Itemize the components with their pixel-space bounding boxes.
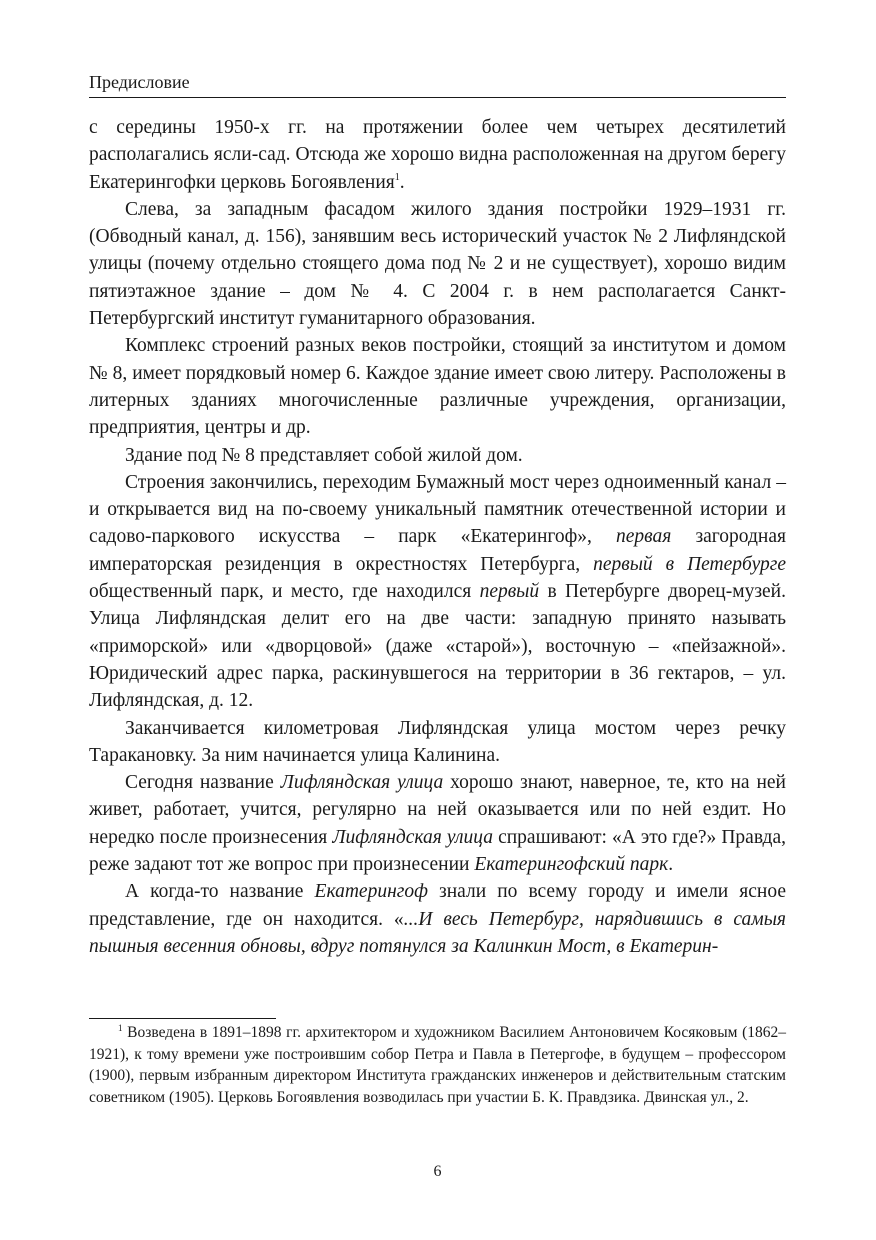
footnote-text: Возведена в 1891–1898 гг. архитектором и художником Василием Антоновичем Косяковым (1862–1921), к тому времени уже построившим собор Петра и Павла в Петергофе, в будущем – профессором (1900), первым избранным директором Института гражданских инженеров и действительным статским советником (1905). Церковь Богоявления возводилась при участии Б. К. Правдзика. Двинская ул., 2. xyxy=(89,1024,786,1106)
emphasis: Лифляндская улица xyxy=(332,826,494,848)
main-text xyxy=(89,114,786,960)
running-head-title: Предисловие xyxy=(89,72,190,92)
footnote-rule xyxy=(89,1018,276,1019)
footnote-ref[interactable]: 1 xyxy=(394,171,400,183)
footnote xyxy=(89,1022,786,1108)
emphasis: Екатерингофский парк xyxy=(474,854,669,876)
quotation: ...И весь Петербург, нарядившись в самыя пышныя весенния обновы, вдруг потянулся за Калинкин Мост, в Екатерин- xyxy=(89,908,786,957)
emphasis: первая xyxy=(616,526,672,548)
paragraph: Здание под № 8 представляет собой жилой дом. xyxy=(125,444,523,466)
header-rule xyxy=(89,97,786,98)
paragraph: Слева, за западным фасадом жилого здания постройки 1929–1931 гг. (Обводный канал, д. 156), занявшим весь исторический участок № 2 Лифляндской улицы (почему отдельно стоящего дома под № 2 и не существует), хорошо видим пятиэтажное здание – дом № 4. С 2004 г. в нем располагается Санкт-Петербургский институт гуманитарного образования. xyxy=(89,198,786,330)
emphasis: первый в Петербурге xyxy=(593,553,786,575)
emphasis: первый xyxy=(479,581,540,603)
emphasis: Лифляндская улица xyxy=(280,772,444,794)
paragraph: Заканчивается километровая Лифляндская улица мостом через речку Таракановку. За ним начинается улица Калинина. xyxy=(89,717,786,766)
paragraph: Строения закончились, переходим Бумажный мост через одноименный канал – и открывается вид на по-своему уникальный памятник отечественной истории и садово-паркового искусства – парк «Екатерингоф», первая загородная императорская резиденция в окрестностях Петербурга, первый в Петербурге общественный парк, и место, где находился первый в Петербурге дворец-музей. Улица Лифляндская делит его на две части: западную принято называть «приморской» или «дворцовой» (даже «старой»), восточную – «пейзажной». Юридический адрес парка, раскинувшегося на территории в 36 гектаров, – ул. Лифляндская, д. 12. xyxy=(89,471,786,712)
emphasis: Екатерингоф xyxy=(314,881,428,903)
footnote-mark: 1 xyxy=(118,1023,123,1033)
paragraph: Комплекс строений разных веков постройки, стоящий за институтом и домом № 8, имеет порядковый номер 6. Каждое здание имеет свою литеру. Расположены в литерных зданиях многочисленные различные учреждения, организации, предприятия, центры и др. xyxy=(89,335,786,439)
paragraph: Сегодня название Лифляндская улица хорошо знают, наверное, те, кто на ней живет, работает, учится, регулярно на ней оказывается или по ней ездит. Но нередко после произнесения Лифляндская улица спрашивают: «А это где?» Правда, реже задают тот же вопрос при произнесении Екатерингофский парк. xyxy=(89,772,786,876)
paragraph-continued: с середины 1950-х гг. на протяжении более чем четырех десятилетий располагались ясли-сад. Отсюда же хорошо видна расположенная на другом берегу Екатерингофки церковь Богоявления$^1$. xyxy=(89,117,786,193)
paragraph: А когда-то название Екатерингоф знали по всему городу и имели ясное представление, где он находится. «...И весь Петербург, нарядившись в самыя пышныя весенния обновы, вдруг потянулся за Калинкин Мост, в Екатерин- xyxy=(89,881,787,957)
page-number: 6 xyxy=(433,1163,442,1180)
book-page xyxy=(89,0,786,1240)
